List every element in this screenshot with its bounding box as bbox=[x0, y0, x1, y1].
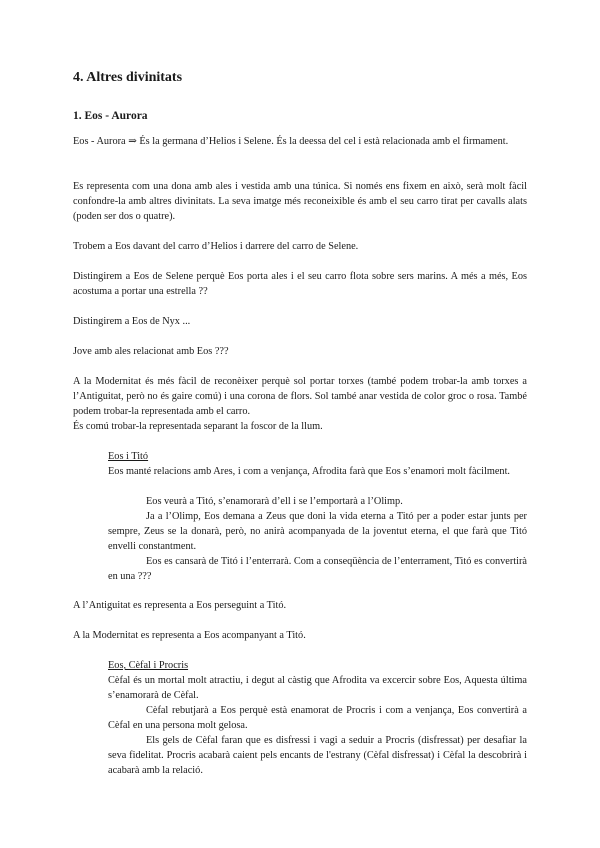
subsection-title: 1. Eos - Aurora bbox=[73, 110, 148, 122]
paragraph-modernity-tito: A la Modernitat es representa a Eos acompanyant a Titó. bbox=[73, 630, 306, 641]
paragraph-antiquity: A l’Antiguitat es representa a Eos perseguint a Titó. bbox=[73, 600, 287, 611]
paragraph-light-dark: És comú trobar-la representada separant la foscor de la llum. bbox=[73, 421, 323, 432]
heading-eos-cefal: Eos, Cèfal i Procris bbox=[108, 660, 189, 671]
paragraph-eos-intro: Eos - Aurora ⇒ És la germana d’Helios i Selene. És la deessa del cel i està relacionada amb el firmament. bbox=[73, 136, 509, 147]
paragraph-winged-youth: Jove amb ales relacionat amb Eos ??? bbox=[73, 346, 229, 357]
paragraph-eos-vs-selene: Distingirem a Eos de Selene perquè Eos porta ales i el seu carro flota sobre sers marins. A més a més, Eos acostuma a portar una estrella ?? bbox=[73, 271, 527, 298]
paragraph-position: Trobem a Eos davant del carro d’Helios i darrere del carro de Selene. bbox=[73, 241, 359, 252]
heading-eos-tito: Eos i Titó bbox=[108, 451, 149, 462]
section-title: 4. Altres divinitats bbox=[73, 70, 183, 85]
cefal-line-3: Els gels de Cèfal faran que es disfressi i vagi a seduir a Procris (disfressat) per desafiar la seva fidelitat. Procris acabarà caient pels encants de l'estrany (Cèfal disfressat) i Cèfal la descobrirà i acabarà amb la relació. bbox=[108, 735, 527, 777]
tito-line-2: Eos veurà a Titó, s’enamorarà d’ell i se l’emportarà a l’Olimp. bbox=[146, 496, 403, 507]
paragraph-representation: Es representa com una dona amb ales i vestida amb una túnica. Si només ens fixem en això, serà molt fàcil confondre-la amb altres divinitats. La seva imatge més reconeixible és amb el seu carro tirat per cavalls alats (poden ser dos o quatre). bbox=[73, 181, 527, 223]
tito-line-1: Eos manté relacions amb Ares, i com a venjança, Afrodita farà que Eos s’enamori molt fàcilment. bbox=[108, 466, 511, 477]
paragraph-eos-vs-nyx: Distingirem a Eos de Nyx ... bbox=[73, 316, 191, 327]
paragraph-modernity: A la Modernitat és més fàcil de reconèixer perquè sol portar torxes (també podem trobar-la amb torxes a l’Antiguitat, però no és gaire comú) i una corona de flors. Sol també anar vestida de color groc o rosa. També podem trobar-la representada amb el carro. bbox=[73, 376, 527, 418]
tito-line-4: Eos es cansarà de Titó i l’enterrarà. Com a conseqüència de l’enterrament, Titó es convertirà en una ??? bbox=[108, 556, 527, 583]
cefal-line-1: Cèfal és un mortal molt atractiu, i degut al càstig que Afrodita va excercir sobre Eos, Aquesta última s’enamorarà de Cèfal. bbox=[108, 675, 527, 702]
cefal-line-2: Cèfal rebutjarà a Eos perquè està enamorat de Procris i com a venjança, Eos convertirà a Cèfal en una persona molt gelosa. bbox=[108, 705, 527, 732]
tito-line-3: Ja a l’Olimp, Eos demana a Zeus que doni la vida eterna a Titó per a poder estar junts per sempre, Zeus se la donarà, però, no anirà acompanyada de la joventut eterna, el que farà que Titó envelli constantment. bbox=[108, 511, 527, 553]
